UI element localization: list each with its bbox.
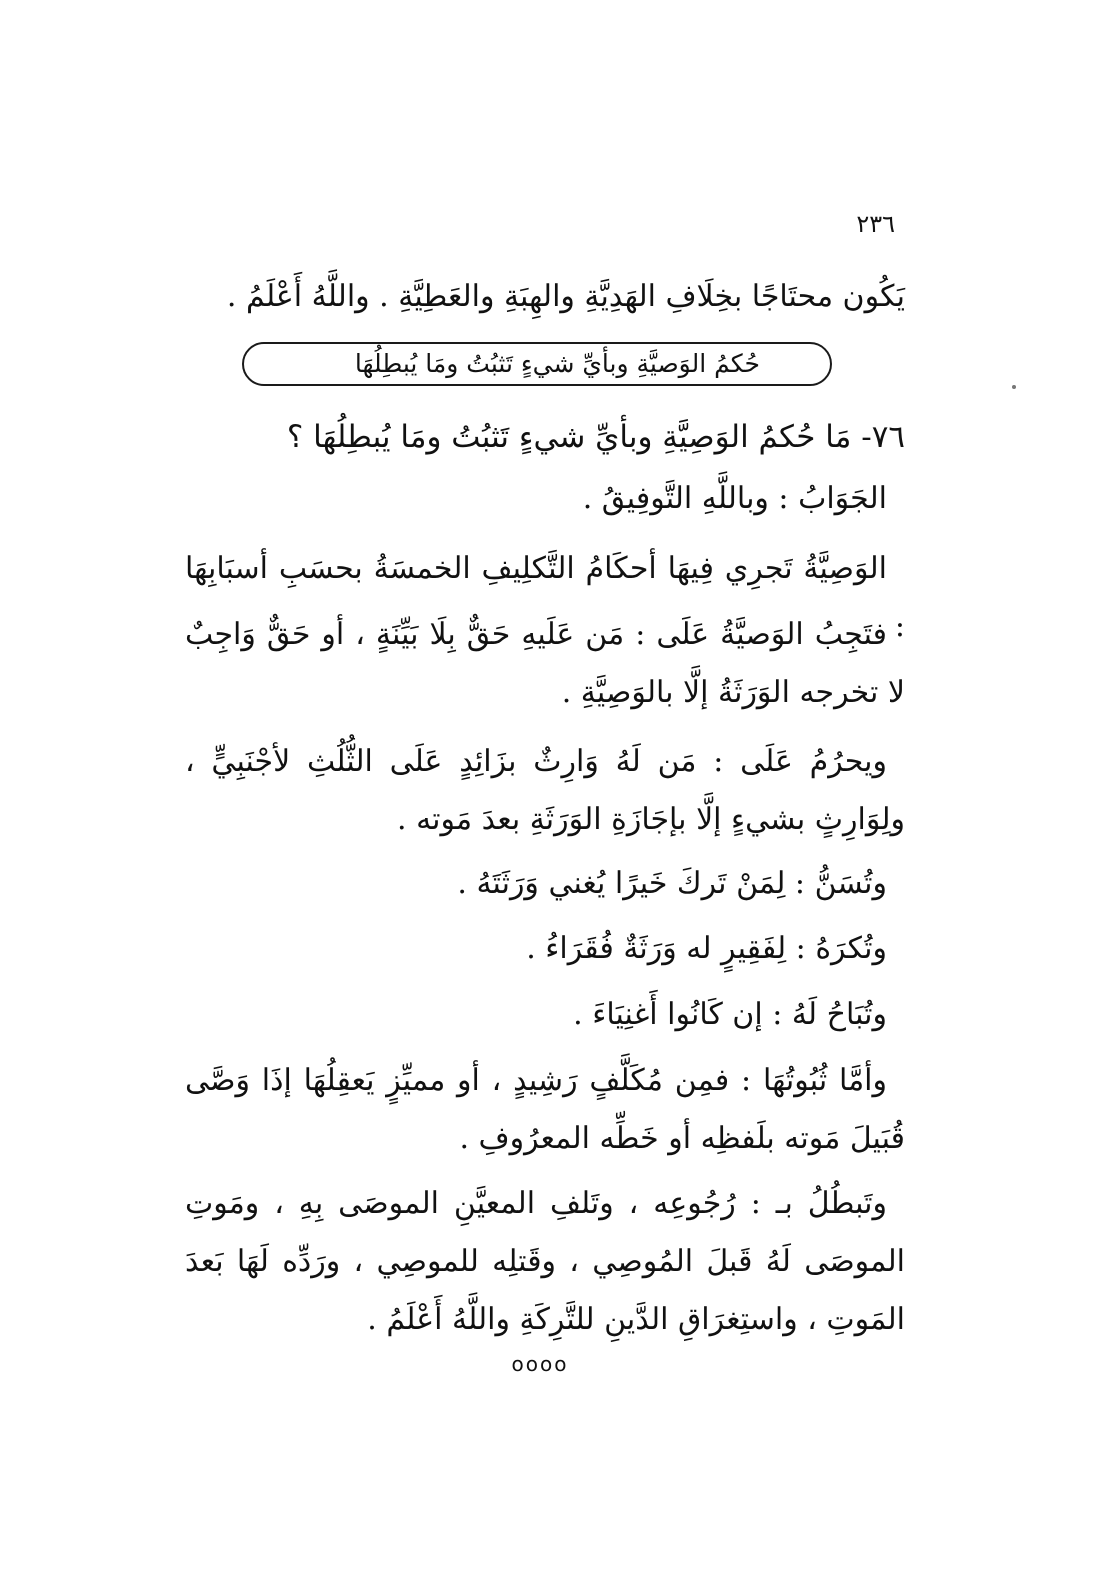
answer-intro: الجَوَابُ : وباللَّهِ التَّوفِيقُ . — [582, 481, 887, 516]
paragraph-disliked: وتُكرَهُ : لِفَقِيرٍ له وَرَثَةٌ فُقَرَاءُ . — [526, 931, 887, 966]
end-ornament: oooo — [511, 1352, 569, 1376]
question-heading: ٧٦- مَا حُكمُ الوَصِيَّةِ وبأيِّ شيءٍ تَثبُتُ ومَا يُبطِلُهَا ؟ — [286, 419, 905, 455]
continuation-paragraph: يَكُون محتَاجًا بخِلَافِ الهَدِيَّةِ والهِبَةِ والعَطِيَّةِ . واللَّهُ أَعْلَمُ . — [226, 279, 905, 314]
page-number: ٢٣٦ — [856, 210, 895, 238]
paragraph-obligatory: فتَجِبُ الوَصيَّةُ عَلَى : مَن عَلَيهِ حَقٌّ بِلَا بَيِّنَةٍ ، أو حَقٌّ وَاجِبٌ لا تخرجه الوَرَثَةُ إلَّا بالوَصِيَّةِ . — [185, 617, 905, 710]
paragraph-forbidden: ويحرُمُ عَلَى : مَن لَهُ وَارِثٌ بزَائِدٍ عَلَى الثُّلُثِ لأجْنَبِيٍّ ، ولِوَارِثٍ بشيءٍ إلَّا بإجَازَةِ الوَرَثَةِ بعدَ مَوته . — [185, 744, 905, 837]
paragraph-rulings: الوَصِيَّةُ تَجرِي فِيهَا أحكَامُ التَّكلِيفِ الخمسَةُ بحسَبِ أسبَابِهَا : — [185, 551, 905, 644]
paragraph-invalidation: وتَبطُلُ بـ : رُجُوعِه ، وتَلفِ المعيَّنِ الموصَى بِهِ ، ومَوتِ الموصَى لَهُ قَبلَ المُوصِي ، وقَتلِه للموصِي ، ورَدِّه لَهَا بَعدَ المَوتِ ، واستِغرَاقِ الدَّينِ للتَّرِكَةِ واللَّهُ أَعْلَمُ . — [185, 1186, 905, 1337]
paragraph-permissible: وتُبَاحُ لَهُ : إن كَانُوا أَغنِيَاءَ . — [573, 997, 887, 1032]
paragraph-establishment: وأمَّا ثُبُوتُهَا : فمِن مُكَلَّفٍ رَشِيدٍ ، أو مميِّزٍ يَعقِلُهَا إذَا وَصَّى قُبَيلَ مَوته بلَفظِه أو خَطِّه المعرُوفِ . — [185, 1063, 905, 1156]
section-heading-box — [242, 342, 832, 386]
paragraph-recommended: وتُسَنُّ : لِمَنْ تَركَ خَيرًا يُغني وَرَثَتَهُ . — [457, 866, 887, 901]
print-speck — [1012, 385, 1016, 389]
section-heading: حُكمُ الوَصيَّةِ وبأيِّ شيءٍ تَثبُتُ ومَا يُبطِلُهَا — [354, 349, 760, 378]
